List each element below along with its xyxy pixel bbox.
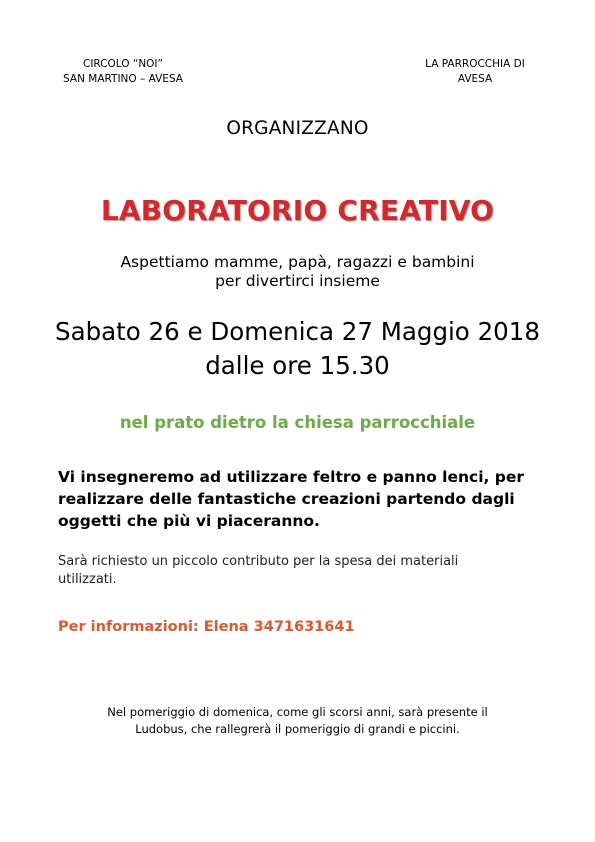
event-date xyxy=(0,315,595,383)
organizzano-heading: ORGANIZZANO xyxy=(226,118,369,139)
contact-info: Per informazioni: Elena 3471631641 xyxy=(58,619,355,635)
organizer-circolo xyxy=(48,57,198,87)
organizer-parrocchia-line1: LA PARROCCHIA DI xyxy=(425,58,525,70)
contribution-note-line1: Sarà richiesto un piccolo contributo per la spesa dei materiali xyxy=(58,554,459,569)
organizer-circolo-line2: SAN MARTINO – AVESA xyxy=(63,73,183,85)
event-date-time: dalle ore 15.30 xyxy=(205,351,390,380)
contribution-note-line2: utilizzati. xyxy=(58,572,117,587)
organizer-parrocchia-line2: AVESA xyxy=(457,73,493,85)
organizer-parrocchia xyxy=(405,57,545,87)
event-description xyxy=(58,466,548,532)
event-description-line3: oggetti che più vi piaceranno. xyxy=(58,512,320,530)
event-subtitle xyxy=(0,253,595,291)
contribution-note xyxy=(58,553,548,589)
event-subtitle-line2: per divertirci insieme xyxy=(215,272,380,290)
event-description-line1: Vi insegneremo ad utilizzare feltro e panno lenci, per xyxy=(58,468,525,486)
event-date-days: Sabato 26 e Domenica 27 Maggio 2018 xyxy=(55,317,540,346)
organizer-circolo-line1: CIRCOLO “NOI” xyxy=(83,58,163,70)
footer-note-line1: Nel pomeriggio di domenica, come gli scorsi anni, sarà presente il xyxy=(107,705,488,719)
footer-note xyxy=(40,704,555,738)
event-title: LABORATORIO CREATIVO xyxy=(100,194,495,227)
footer-note-line2: Ludobus, che rallegrerà il pomeriggio di grandi e piccini. xyxy=(135,722,460,736)
event-subtitle-line1: Aspettiamo mamme, papà, ragazzi e bambini xyxy=(120,253,475,271)
event-description-line2: realizzare delle fantastiche creazioni partendo dagli xyxy=(58,490,515,508)
event-location: nel prato dietro la chiesa parrocchiale xyxy=(119,413,476,432)
